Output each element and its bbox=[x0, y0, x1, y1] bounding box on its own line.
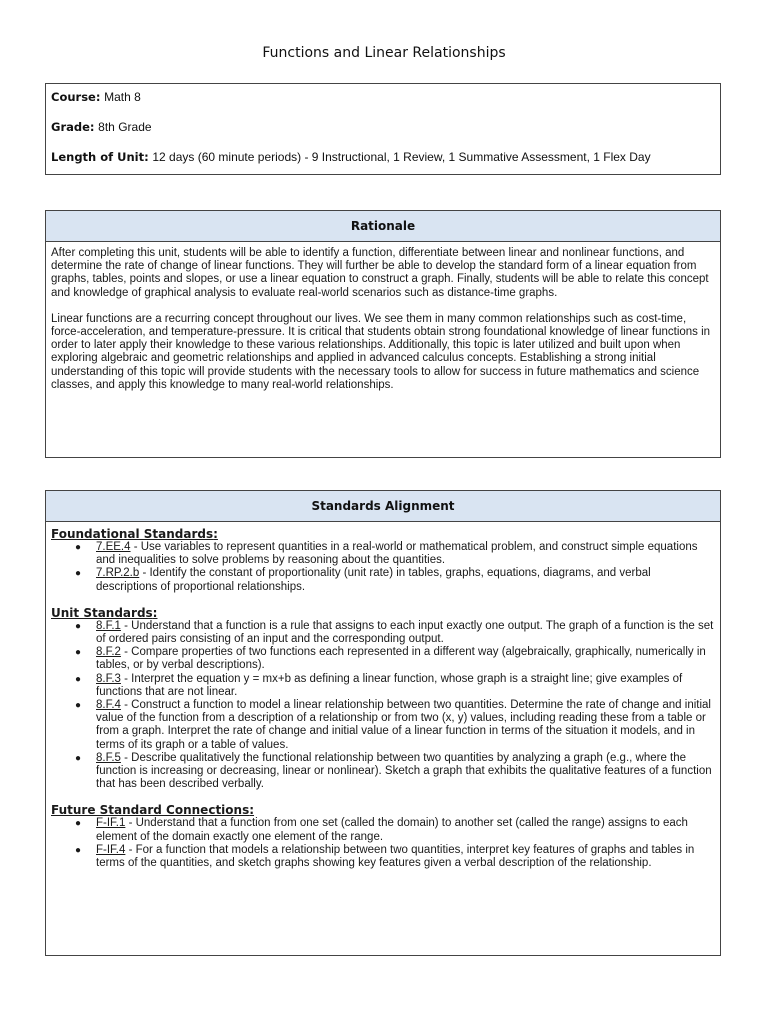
standards-header: Standards Alignment bbox=[46, 491, 720, 522]
standard-code-link[interactable]: 7.RP.2.b bbox=[96, 567, 140, 580]
bullet-icon: ● bbox=[75, 844, 82, 856]
list-item bbox=[75, 843, 714, 870]
standard-code-link[interactable]: 8.F.4 bbox=[96, 699, 121, 712]
list-item bbox=[75, 699, 714, 752]
standard-text: - Interpret the equation y = mx+b as defining a linear function, whose graph is a straight line; give examples of functions that are not linear. bbox=[96, 672, 683, 698]
list-item bbox=[75, 646, 714, 672]
standard-code-link[interactable]: 8.F.1 bbox=[96, 619, 121, 632]
bullet-icon: ● bbox=[75, 620, 82, 632]
document-title: Functions and Linear Relationships bbox=[262, 45, 506, 61]
standard-text: - Construct a function to model a linear relationship between two quantities. Determine the rate of change and initial value of the function from a description of a relationship or from two (x, y) values, including reading these from a table or from a graph. Interpret the rate of change and initial value of a linear function in terms of the situation it models, and in terms of its graph or a table of values. bbox=[96, 699, 711, 751]
bullet-icon: ● bbox=[75, 700, 82, 712]
bullet-icon: ● bbox=[75, 647, 82, 659]
standard-text: - Describe qualitatively the functional relationship between two quantities by analyzing a graph (e.g., where the function is increasing or decreasing, linear or nonlinear). Sketch a graph that exhibits the qualitative features of a function that has been described verbally. bbox=[96, 751, 712, 791]
grade-value: 8th Grade bbox=[98, 120, 152, 134]
bullet-icon: ● bbox=[75, 818, 82, 830]
course-label: Course: bbox=[51, 90, 101, 104]
course-value: Math 8 bbox=[104, 90, 141, 104]
standard-text: - Compare properties of two functions each represented in a different way (algebraically, graphically, numerically in tables, or by verbal descriptions). bbox=[96, 646, 706, 672]
grade-label: Grade: bbox=[51, 120, 95, 134]
course-info-box bbox=[45, 83, 721, 175]
future-standards-list bbox=[51, 817, 714, 870]
standard-code-link[interactable]: F-IF.4 bbox=[96, 843, 126, 856]
standard-code-link[interactable]: F-IF.1 bbox=[96, 817, 126, 830]
grade-line bbox=[51, 120, 715, 134]
standard-code-link[interactable]: 8.F.3 bbox=[96, 672, 121, 685]
list-item bbox=[75, 751, 714, 792]
course-line bbox=[51, 90, 715, 104]
length-value: 12 days (60 minute periods) - 9 Instructional, 1 Review, 1 Summative Assessment, 1 Flex Day bbox=[152, 150, 651, 164]
rationale-header: Rationale bbox=[46, 211, 720, 242]
list-item bbox=[75, 541, 714, 567]
list-item bbox=[75, 567, 714, 593]
standards-box bbox=[45, 490, 721, 956]
list-item bbox=[75, 619, 714, 646]
foundational-standards-heading: Foundational Standards: bbox=[51, 527, 218, 541]
standard-text: - Understand that a function is a rule that assigns to each input exactly one output. The graph of a function is the set of ordered pairs consisting of an input and the corresponding output. bbox=[96, 619, 714, 646]
unit-standards-list bbox=[51, 620, 714, 792]
rationale-paragraph: After completing this unit, students will be able to identify a function, differentiate between linear and nonlinear functions, and determine the rate of change of linear functions. They will further be able to develop the standard form of a linear equation from graphs, tables, points and slopes, or use a linear equation to construct a graph. Finally, students will be able to relate this concept and knowledge of graphical analysis to evaluate real-world scenarios such as distance-time graphs. bbox=[51, 247, 709, 299]
bullet-icon: ● bbox=[75, 673, 82, 685]
length-line bbox=[51, 150, 715, 164]
list-item bbox=[75, 817, 714, 843]
standard-text: - Use variables to represent quantities in a real-world or mathematical problem, and construct simple equations and inequalities to solve problems by reasoning about the quantities. bbox=[96, 541, 698, 567]
bullet-icon: ● bbox=[75, 752, 82, 764]
future-standards-heading: Future Standard Connections: bbox=[51, 803, 255, 818]
standard-text: - Identify the constant of proportionality (unit rate) in tables, graphs, equations, diagrams, and verbal descriptions of proportional relationships. bbox=[96, 567, 651, 593]
bullet-icon: ● bbox=[75, 542, 82, 553]
unit-standards-heading: Unit Standards: bbox=[51, 605, 158, 620]
bullet-icon: ● bbox=[75, 568, 82, 580]
standard-code-link[interactable]: 8.F.5 bbox=[96, 751, 121, 764]
rationale-paragraph: Linear functions are a recurring concept throughout our lives. We see them in many common relationships such as cost-time, force-acceleration, and temperature-pressure. It is critical that students obtain strong foundational knowledge of linear functions in order to later apply their knowledge to these various relationships. Additionally, this topic is later utilized and built upon when exploring algebraic and geometric relationships and applied in advanced calculus concepts. Establishing a strong initial understanding of this topic will provide students with the necessary tools to allow for success in future mathematics and science classes, and apply this knowledge to many real-world relationships. bbox=[51, 312, 711, 391]
standard-code-link[interactable]: 7.EE.4 bbox=[96, 541, 131, 553]
length-label: Length of Unit: bbox=[51, 150, 149, 164]
rationale-box bbox=[45, 210, 721, 458]
standard-text: - Understand that a function from one set (called the domain) to another set (called the range) assigns to each element of the domain exactly one element of the range. bbox=[96, 817, 688, 843]
standard-code-link[interactable]: 8.F.2 bbox=[96, 646, 121, 659]
rationale-body bbox=[46, 242, 720, 392]
standard-text: - For a function that models a relationship between two quantities, interpret key features of graphs and tables in terms of the quantities, and sketch graphs showing key features given a verbal description of the relationship. bbox=[96, 843, 695, 870]
list-item bbox=[75, 672, 714, 699]
standards-body bbox=[46, 522, 720, 870]
foundational-standards-list bbox=[51, 541, 714, 594]
